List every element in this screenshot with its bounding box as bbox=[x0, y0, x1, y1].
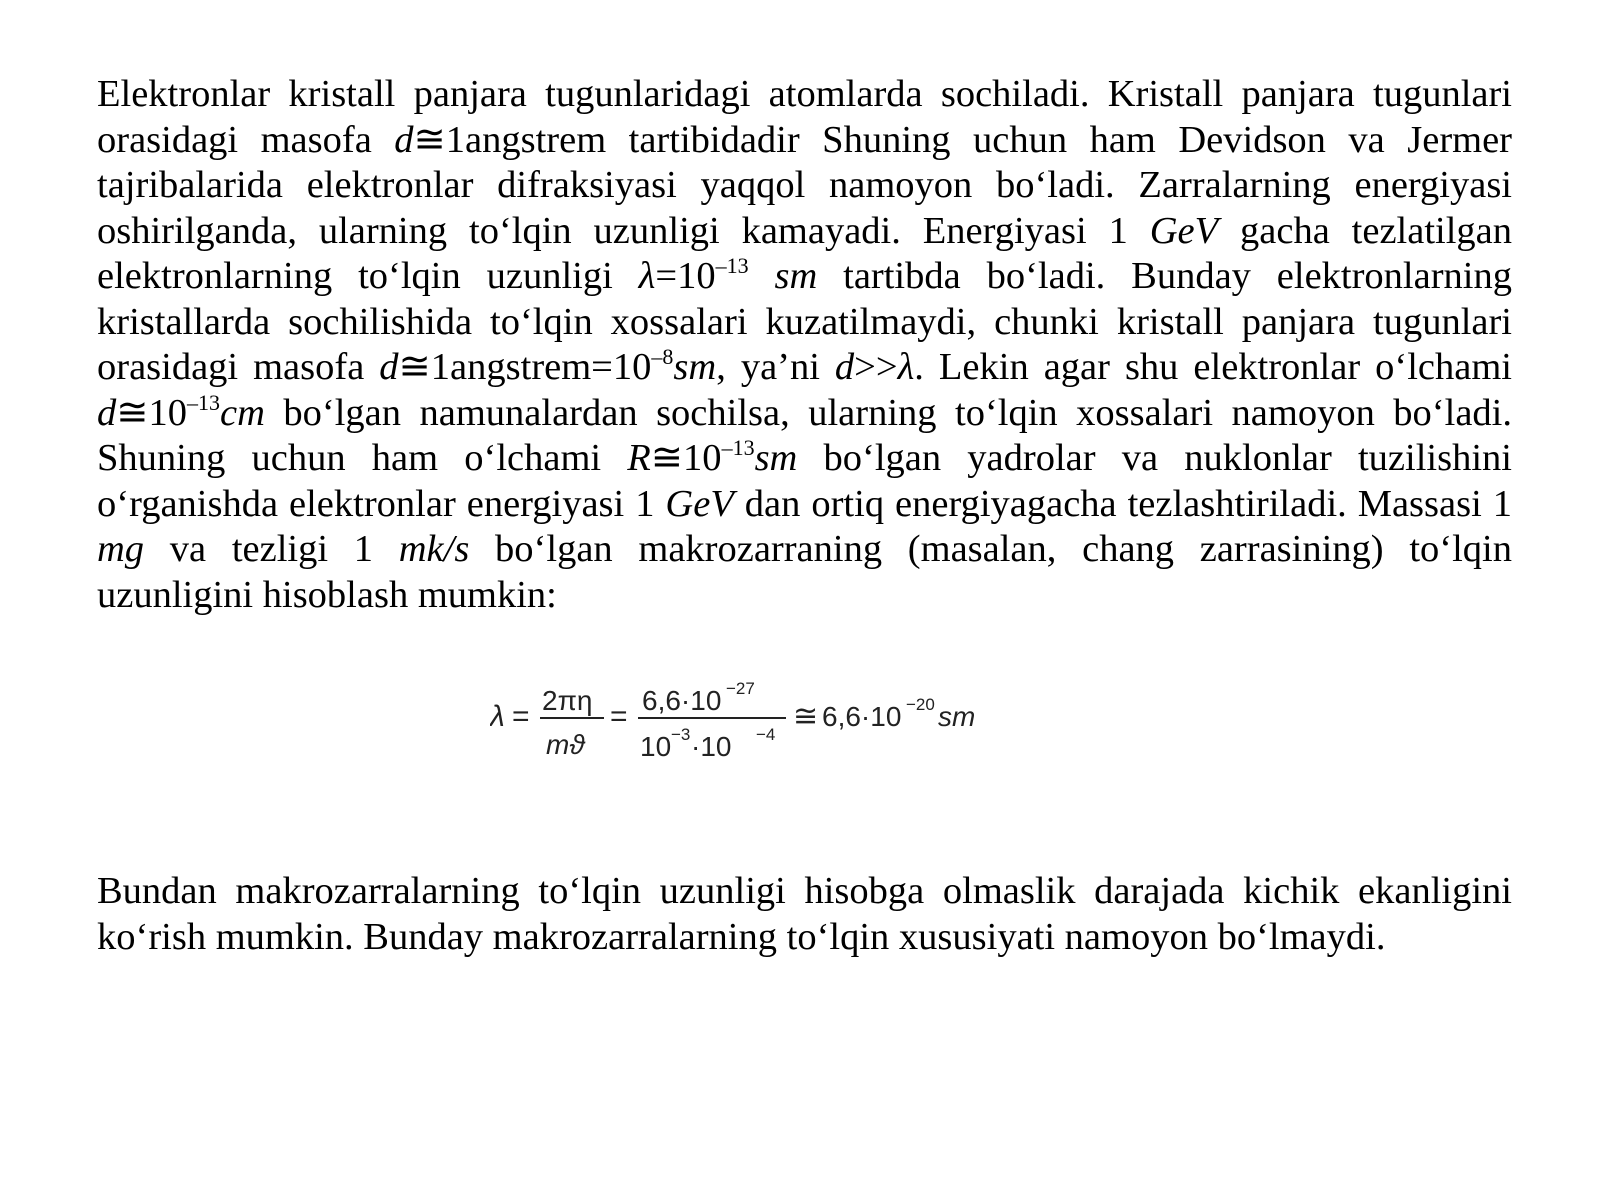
p1-text-5: tartibda bo‘ladi. Bunday elektronlarning kristallarda sochilishida to‘lqin xossalari kuzatilmaydi, chunki kristall panjara tugunlari orasidagi masofa bbox=[97, 255, 1512, 388]
p1-text-9: . Lekin agar shu elektronlar o‘lchami bbox=[914, 346, 1512, 388]
unit-sm: sm bbox=[754, 437, 798, 479]
paragraph-2: Bundan makrozarralarning to‘lqin uzunligi hisobga olmaslik darajada kichik ekanligini ko‘rish mumkin. Bunday makrozarralarning to‘lqin xususiyati namoyon bo‘lmaydi. bbox=[97, 870, 1512, 958]
wavelength-formula bbox=[490, 682, 1030, 782]
p1-text-7: , ya’ni bbox=[716, 346, 835, 388]
unit-mks: mk/s bbox=[398, 528, 470, 570]
formula-result-exponent: −20 bbox=[906, 695, 935, 714]
formula-denominator-1: mϑ bbox=[546, 729, 585, 760]
p1-text-10: ≅10 bbox=[116, 391, 188, 434]
unit-sm: sm bbox=[748, 255, 818, 297]
formula-equals-1: = bbox=[512, 700, 530, 733]
unit-gev: GeV bbox=[665, 482, 734, 525]
formula-lambda: λ bbox=[490, 700, 505, 733]
p1-text-12: ≅10 bbox=[650, 437, 722, 479]
var-lambda: λ bbox=[638, 255, 656, 297]
unit-gev: GeV bbox=[1149, 209, 1219, 252]
formula-numerator-2-exponent: −27 bbox=[726, 682, 755, 698]
p1-text-4: =10 bbox=[655, 255, 716, 297]
paragraph-2-container bbox=[97, 869, 1512, 960]
p1-text-8: >> bbox=[854, 346, 898, 388]
unit-mg: mg bbox=[97, 528, 145, 570]
var-r: R bbox=[627, 437, 651, 479]
var-d: d bbox=[97, 391, 117, 434]
p1-text-2: ≅1angstrem tartibidadir Shuning uchun ham Devidson va Jermer tajribalarida elektronlar difraksiyasi yaqqol namoyon bo‘ladi. Zarralarning energiyasi oshirilganda, ularning to‘lqin uzunligi kamayadi. Energiyasi 1 bbox=[97, 118, 1512, 252]
exponent: –13 bbox=[721, 435, 755, 460]
p1-text-15: va tezligi 1 bbox=[144, 528, 399, 570]
var-d: d bbox=[394, 118, 414, 161]
formula-unit: sm bbox=[938, 701, 976, 732]
exponent: –13 bbox=[187, 389, 221, 415]
paragraph-1 bbox=[97, 72, 1512, 618]
p1-text-3: gacha tezlatilgan elektronlarning to‘lqin uzunligi bbox=[97, 209, 1512, 297]
p1-text-13: bo‘lgan yadrolar va nuklonlar tuzilishini o‘rganishda elektronlar energiyasi 1 bbox=[97, 437, 1512, 525]
exponent: –8 bbox=[651, 344, 674, 369]
var-lambda: λ bbox=[897, 346, 915, 388]
p1-text-16: bo‘lgan makrozarraning (masalan, chang zarrasining) to‘lqin uzunligini hisoblash mumkin: bbox=[97, 528, 1512, 616]
exponent: –13 bbox=[715, 253, 749, 278]
p1-text-11: bo‘lgan namunalardan sochilsa, ularning to‘lqin xossalari namoyon bo‘ladi. Shuning uchun ham o‘lchami bbox=[97, 391, 1512, 479]
formula-numerator-1: 2πη bbox=[542, 685, 593, 716]
unit-cm: cm bbox=[220, 391, 265, 434]
formula-numerator-2: 6,6·10 bbox=[642, 685, 722, 716]
unit-sm: sm bbox=[673, 346, 717, 388]
var-d: d bbox=[834, 346, 855, 388]
paragraph-1-container bbox=[97, 72, 1512, 618]
formula-svg bbox=[490, 682, 1030, 782]
formula-denominator-2a-exponent: −3 bbox=[671, 725, 691, 744]
formula-approx: ≅ bbox=[793, 700, 819, 733]
p1-text-14: dan ortiq energiyagacha tezlashtiriladi. Massasi 1 bbox=[733, 482, 1512, 525]
formula-result: 6,6·10 bbox=[822, 701, 902, 732]
formula-denominator-2b-exponent: −4 bbox=[756, 725, 776, 744]
formula-denominator-2b: ·10 bbox=[691, 731, 732, 762]
p1-text-6: ≅1angstrem=10 bbox=[398, 346, 652, 388]
formula-equals-2: = bbox=[610, 700, 628, 733]
formula-denominator-2a: 10 bbox=[640, 731, 672, 762]
var-d: d bbox=[379, 346, 399, 388]
p1-text-1: Elektronlar kristall panjara tugunlaridagi atomlarda sochiladi. Kristall panjara tugunlari orasidagi masofa bbox=[97, 73, 1512, 161]
